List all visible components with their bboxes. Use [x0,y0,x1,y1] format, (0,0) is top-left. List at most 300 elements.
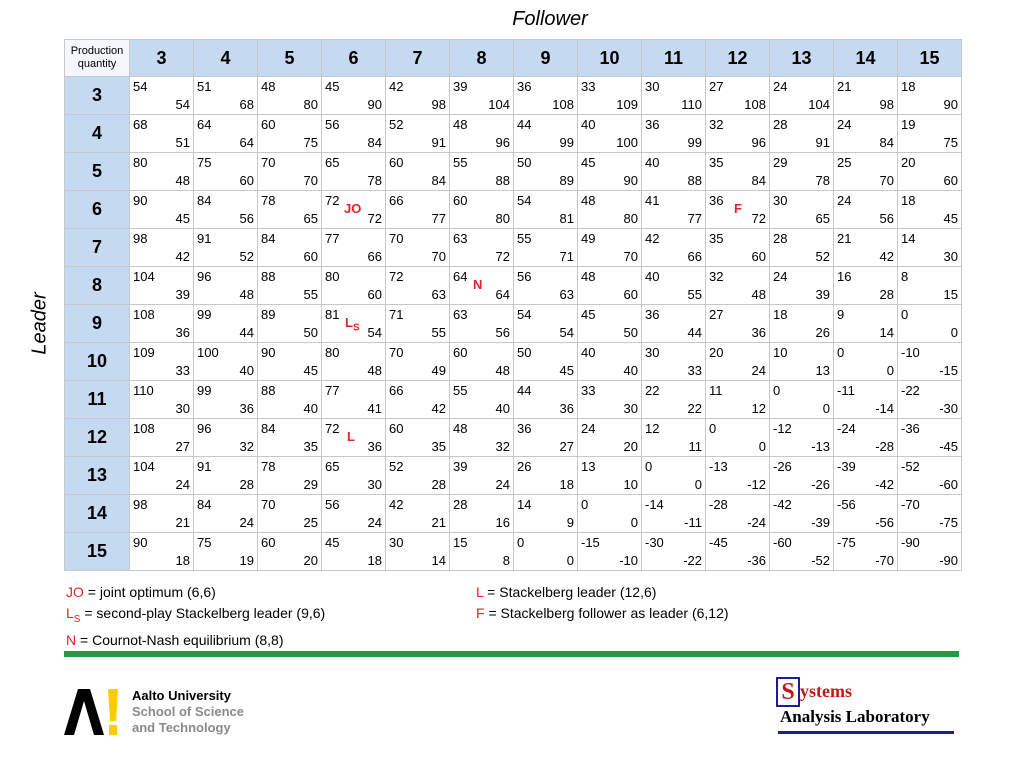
leader-payoff: 40 [645,155,660,170]
row-header: 10 [65,343,130,381]
payoff-cell [514,533,578,571]
follower-payoff: 20 [623,439,638,454]
payoff-cell [258,343,322,381]
aalto-name: Aalto University [132,688,231,703]
follower-payoff: 88 [687,173,702,188]
leader-payoff: 24 [581,421,596,436]
leader-payoff: -75 [837,535,856,550]
follower-payoff: -52 [811,553,830,568]
follower-payoff: 52 [239,249,254,264]
payoff-cell [770,533,834,571]
follower-payoff: 77 [431,211,446,226]
payoff-cell [194,77,258,115]
follower-payoff: 96 [495,135,510,150]
table-body [65,77,962,571]
follower-payoff: 45 [303,363,318,378]
follower-payoff: 56 [879,211,894,226]
sal-logo-word2: Analysis Laboratory [780,707,930,726]
leader-payoff: -42 [773,497,792,512]
leader-payoff: 16 [837,269,852,284]
leader-payoff: 96 [197,269,212,284]
follower-payoff: 84 [367,135,382,150]
follower-payoff: 45 [559,363,574,378]
leader-payoff: 40 [581,117,596,132]
payoff-cell [834,115,898,153]
leader-payoff: -52 [901,459,920,474]
follower-payoff: 42 [879,249,894,264]
payoff-cell [578,77,642,115]
payoff-cell [386,495,450,533]
follower-payoff: -70 [875,553,894,568]
follower-payoff: 99 [559,135,574,150]
follower-payoff: 36 [239,401,254,416]
payoff-cell [706,381,770,419]
leader-payoff: 42 [645,231,660,246]
follower-payoff: 110 [681,97,702,112]
aalto-school-line1: School of Science [132,704,244,719]
leader-payoff: 54 [517,307,532,322]
leader-payoff: 12 [645,421,660,436]
follower-payoff: 72 [495,249,510,264]
follower-payoff: 63 [431,287,446,302]
payoff-cell [514,115,578,153]
payoff-cell [386,457,450,495]
leader-payoff: 48 [453,421,468,436]
leader-payoff: 24 [837,117,852,132]
leader-payoff: 60 [261,117,276,132]
payoff-cell [258,77,322,115]
leader-payoff: 77 [325,383,340,398]
follower-payoff: 19 [239,553,254,568]
legend-right [476,582,729,624]
leader-payoff: 15 [453,535,468,550]
payoff-cell [194,381,258,419]
follower-payoff: 78 [815,173,830,188]
payoff-table [64,39,962,571]
row-header: 14 [65,495,130,533]
payoff-cell [514,229,578,267]
payoff-cell [450,533,514,571]
leader-payoff: 35 [709,155,724,170]
follower-payoff: 0 [694,477,702,492]
follower-payoff: 44 [687,325,702,340]
legend-item-jo [66,582,325,603]
column-header: 11 [642,40,706,77]
leader-payoff: -60 [773,535,792,550]
aalto-logo-icon [64,689,118,735]
leader-payoff: -56 [837,497,856,512]
follower-axis-title: Follower [512,8,588,30]
leader-payoff: 78 [261,193,276,208]
payoff-cell [450,457,514,495]
payoff-cell [706,191,770,229]
leader-payoff: 56 [325,497,340,512]
follower-payoff: 64 [495,287,510,302]
leader-payoff: 28 [773,231,788,246]
payoff-cell [514,343,578,381]
follower-payoff: 54 [367,325,382,340]
table-row [65,343,962,381]
row-header: 11 [65,381,130,419]
follower-payoff: 0 [886,363,894,378]
leader-payoff: 63 [453,307,468,322]
payoff-cell [642,191,706,229]
payoff-cell [258,381,322,419]
payoff-cell [706,305,770,343]
leader-payoff: 60 [389,155,404,170]
sal-logo-s: S [776,677,800,707]
follower-payoff: 91 [815,135,830,150]
follower-payoff: -75 [939,515,958,530]
leader-payoff: -45 [709,535,728,550]
column-header: 15 [898,40,962,77]
payoff-cell [258,191,322,229]
follower-payoff: 98 [879,97,894,112]
leader-payoff: 10 [773,345,788,360]
follower-payoff: 72 [751,211,766,226]
leader-payoff: 80 [133,155,148,170]
legend-text-l: = Stackelberg leader (12,6) [483,584,657,600]
follower-payoff: 42 [175,249,190,264]
follower-payoff: 40 [303,401,318,416]
payoff-cell [898,381,962,419]
payoff-cell [642,267,706,305]
follower-payoff: 36 [559,401,574,416]
follower-payoff: 50 [623,325,638,340]
leader-payoff: 14 [901,231,916,246]
payoff-cell [642,343,706,381]
table-row [65,115,962,153]
follower-payoff: 21 [431,515,446,530]
row-header: 13 [65,457,130,495]
leader-payoff: -26 [773,459,792,474]
payoff-cell [322,495,386,533]
follower-payoff: 104 [488,97,510,112]
payoff-cell [450,305,514,343]
payoff-cell [130,153,194,191]
legend-item-l [476,582,729,603]
leader-payoff: 75 [197,535,212,550]
follower-payoff: -39 [811,515,830,530]
payoff-cell [642,77,706,115]
follower-payoff: -26 [811,477,830,492]
payoff-cell [578,419,642,457]
leader-payoff: 70 [261,155,276,170]
follower-payoff: -30 [939,401,958,416]
leader-payoff: 64 [453,269,468,284]
follower-payoff: 45 [175,211,190,226]
leader-payoff: -24 [837,421,856,436]
payoff-cell [898,457,962,495]
payoff-cell [706,457,770,495]
leader-payoff: 40 [645,269,660,284]
payoff-cell [322,457,386,495]
payoff-cell [834,305,898,343]
follower-payoff: 36 [751,325,766,340]
follower-payoff: 20 [303,553,318,568]
leader-payoff: 66 [389,193,404,208]
follower-payoff: 88 [495,173,510,188]
leader-payoff: 98 [133,231,148,246]
payoff-cell [322,419,386,457]
follower-payoff: 28 [431,477,446,492]
follower-payoff: 11 [688,439,702,454]
follower-payoff: 30 [175,401,190,416]
payoff-cell [898,153,962,191]
follower-payoff: 70 [623,249,638,264]
payoff-cell [194,267,258,305]
payoff-cell [578,153,642,191]
marker-letter: L [345,315,353,330]
follower-payoff: 81 [559,211,574,226]
marker-subscript: S [352,322,360,334]
payoff-cell [386,419,450,457]
leader-payoff: 27 [709,307,724,322]
leader-payoff: 41 [645,193,660,208]
leader-payoff: 84 [261,231,276,246]
column-header: 6 [322,40,386,77]
follower-payoff: 56 [239,211,254,226]
leader-payoff: -22 [901,383,920,398]
leader-payoff: 68 [133,117,148,132]
follower-payoff: 70 [879,173,894,188]
payoff-cell [194,457,258,495]
follower-payoff: 91 [431,135,446,150]
follower-payoff: 66 [687,249,702,264]
row-header: 8 [65,267,130,305]
leader-payoff: 81 [325,307,340,322]
payoff-cell [386,267,450,305]
legend-key-n: N [66,631,77,648]
payoff-cell [130,305,194,343]
leader-payoff: -30 [645,535,664,550]
payoff-cell [770,229,834,267]
follower-payoff: 39 [815,287,830,302]
follower-payoff: 0 [822,401,830,416]
legend-text-f: = Stackelberg follower as leader (6,12) [484,605,729,621]
payoff-cell [194,305,258,343]
leader-payoff: 48 [453,117,468,132]
follower-payoff: 8 [502,553,510,568]
payoff-cell [258,305,322,343]
follower-payoff: -45 [939,439,958,454]
leader-payoff: 30 [645,79,660,94]
follower-payoff: 104 [808,97,830,112]
payoff-cell [386,343,450,381]
payoff-cell [578,191,642,229]
equilibrium-marker: N [473,277,483,292]
leader-payoff: 0 [773,383,781,398]
leader-payoff: 42 [389,79,404,94]
table-row [65,419,962,457]
leader-payoff: -15 [581,535,600,550]
leader-payoff: 104 [133,459,155,474]
leader-payoff: 28 [453,497,468,512]
leader-payoff: 27 [709,79,724,94]
payoff-cell [450,381,514,419]
leader-payoff: 91 [197,459,212,474]
follower-payoff: 40 [239,363,254,378]
leader-payoff: -14 [645,497,664,512]
follower-payoff: 21 [175,515,190,530]
leader-payoff: 44 [517,117,532,132]
equilibrium-marker [345,315,360,334]
payoff-cell [450,343,514,381]
leader-payoff: 25 [837,155,852,170]
follower-payoff: 90 [367,97,382,112]
payoff-cell [834,229,898,267]
payoff-cell [898,229,962,267]
leader-payoff: 0 [837,345,845,360]
follower-payoff: 60 [943,173,958,188]
payoff-cell [898,191,962,229]
payoff-cell [514,419,578,457]
follower-payoff: 18 [175,553,190,568]
leader-payoff: 51 [197,79,212,94]
follower-payoff: 45 [943,211,958,226]
follower-payoff: 108 [744,97,766,112]
row-header: 3 [65,77,130,115]
leader-payoff: 20 [709,345,724,360]
leader-payoff: 18 [901,193,916,208]
follower-payoff: 33 [175,363,190,378]
payoff-cell [322,381,386,419]
column-header: 9 [514,40,578,77]
follower-payoff: 96 [751,135,766,150]
payoff-cell [130,381,194,419]
leader-payoff: 55 [517,231,532,246]
leader-payoff: 65 [325,459,340,474]
follower-payoff: 50 [303,325,318,340]
follower-payoff: 48 [239,287,254,302]
leader-payoff: 30 [773,193,788,208]
payoff-cell [898,343,962,381]
payoff-cell [706,495,770,533]
row-header: 12 [65,419,130,457]
payoff-cell [322,153,386,191]
follower-payoff: 64 [239,135,254,150]
follower-payoff: 55 [431,325,446,340]
follower-payoff: 26 [815,325,830,340]
payoff-cell [450,77,514,115]
leader-payoff: 32 [709,117,724,132]
follower-payoff: 14 [431,553,446,568]
follower-payoff: -56 [875,515,894,530]
leader-payoff: 21 [837,79,852,94]
payoff-cell [578,267,642,305]
systems-analysis-laboratory-logo [776,677,956,739]
leader-payoff: 78 [261,459,276,474]
leader-payoff: 54 [133,79,148,94]
payoff-cell [514,267,578,305]
payoff-cell [578,495,642,533]
leader-payoff: 90 [133,193,148,208]
leader-payoff: 60 [389,421,404,436]
follower-payoff: 65 [815,211,830,226]
payoff-cell [322,533,386,571]
leader-payoff: 54 [517,193,532,208]
follower-payoff: 44 [239,325,254,340]
payoff-cell [578,533,642,571]
payoff-cell [834,533,898,571]
follower-payoff: 9 [566,515,574,530]
follower-payoff: -12 [747,477,766,492]
row-header: 5 [65,153,130,191]
payoff-cell [322,229,386,267]
payoff-cell [834,191,898,229]
follower-payoff: 22 [687,401,702,416]
follower-payoff: 48 [751,287,766,302]
follower-payoff: 48 [367,363,382,378]
payoff-cell [258,495,322,533]
follower-payoff: -36 [747,553,766,568]
payoff-cell [770,495,834,533]
payoff-cell [386,381,450,419]
leader-payoff: 36 [517,79,532,94]
payoff-cell [258,267,322,305]
leader-payoff: 0 [581,497,589,512]
leader-payoff: 108 [133,307,155,322]
aalto-school-line2: and Technology [132,720,231,735]
legend-key-ls: L [66,605,74,621]
leader-payoff: 45 [325,535,340,550]
follower-payoff: 90 [623,173,638,188]
follower-payoff: 75 [303,135,318,150]
divider-rule [64,651,959,657]
leader-payoff: 49 [581,231,596,246]
leader-payoff: 84 [197,497,212,512]
leader-payoff: 88 [261,383,276,398]
payoff-cell [386,77,450,115]
leader-payoff: 36 [645,307,660,322]
payoff-cell [258,533,322,571]
legend-item-f [476,603,729,624]
leader-payoff: 65 [325,155,340,170]
follower-payoff: 24 [239,515,254,530]
leader-payoff: 28 [773,117,788,132]
payoff-cell [578,343,642,381]
table-row [65,229,962,267]
payoff-cell [130,229,194,267]
leader-payoff: 52 [389,117,404,132]
leader-payoff: 39 [453,459,468,474]
leader-payoff: 70 [389,231,404,246]
follower-payoff: 12 [751,401,766,416]
follower-payoff: -14 [875,401,894,416]
payoff-cell [578,381,642,419]
follower-payoff: 0 [758,439,766,454]
payoff-cell [834,153,898,191]
payoff-cell [578,305,642,343]
leader-payoff: 63 [453,231,468,246]
leader-payoff: 66 [389,383,404,398]
follower-payoff: 39 [175,287,190,302]
leader-payoff: 100 [197,345,219,360]
payoff-cell [898,419,962,457]
follower-payoff: 55 [687,287,702,302]
follower-payoff: 51 [175,135,190,150]
leader-payoff: 0 [517,535,525,550]
payoff-cell [898,305,962,343]
payoff-cell [130,191,194,229]
leader-payoff: 36 [645,117,660,132]
leader-payoff: 84 [261,421,276,436]
payoff-cell [770,153,834,191]
follower-payoff: 72 [367,211,382,226]
payoff-cell [514,495,578,533]
leader-payoff: 0 [645,459,653,474]
follower-payoff: 48 [175,173,190,188]
